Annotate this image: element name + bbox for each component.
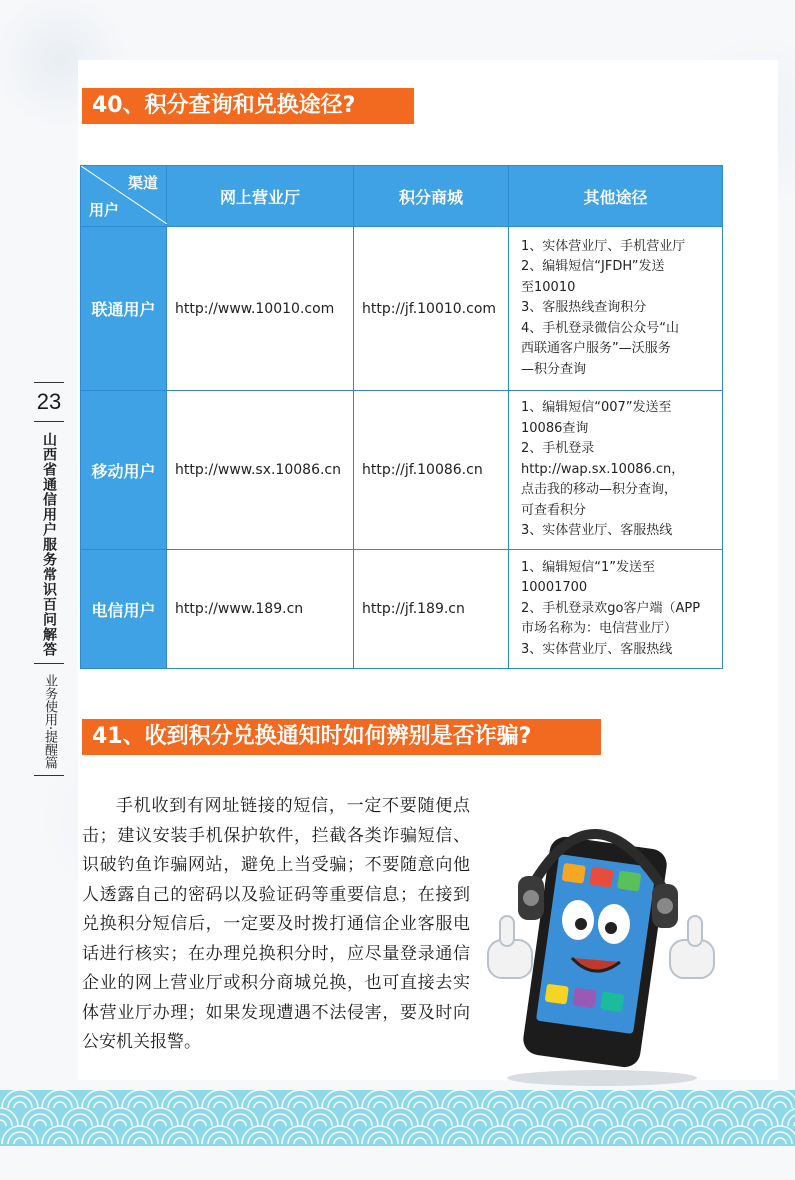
other-line: 3、实体营业厅、客服热线 xyxy=(521,641,673,657)
table-row-mobile xyxy=(81,391,723,550)
other-line: 市场名称为：电信营业厅） xyxy=(521,621,678,637)
other-line: 1、编辑短信“007”发送至 xyxy=(521,400,672,416)
online-url-cell: http://www.sx.10086.cn xyxy=(167,391,354,550)
other-line: —积分查询 xyxy=(521,361,587,377)
phone-mascot-illustration xyxy=(474,790,729,1090)
other-line: 4、手机登录微信公众号“山 xyxy=(521,320,680,336)
rail-divider xyxy=(34,663,64,664)
other-line: 2、编辑短信“JFDH”发送 xyxy=(521,259,665,275)
side-rail xyxy=(34,382,64,776)
table-corner-header xyxy=(81,166,167,227)
other-line: 10001700 xyxy=(521,580,588,596)
other-line: 2、手机登录 xyxy=(521,441,595,457)
other-line: 西联通客户服务”—沃服务 xyxy=(521,341,671,357)
corner-label-user: 用户 xyxy=(89,201,120,219)
table-header-row xyxy=(81,166,723,227)
row-header-user: 电信用户 xyxy=(81,550,167,669)
column-header-online: 网上营业厅 xyxy=(167,166,354,227)
other-line: 10086查询 xyxy=(521,420,589,436)
other-line: 3、实体营业厅、客服热线 xyxy=(521,523,673,539)
rail-divider xyxy=(34,421,64,422)
other-line: 点击我的移动—积分查询， xyxy=(521,482,678,498)
mall-url-cell: http://jf.189.cn xyxy=(354,550,509,669)
footer-wave-band xyxy=(0,1090,795,1146)
other-line: 1、编辑短信“1”发送至 xyxy=(521,559,656,575)
page-number: 23 xyxy=(36,389,62,414)
fraud-advice-paragraph: 手机收到有网址链接的短信，一定不要随便点击；建议安装手机保护软件，拦截各类诈骗短信、识破钓鱼诈骗网站，避免上当受骗；不要随意向他人透露自己的密码以及验证码等重要信息；在接到兑换积分短信后，一定要及时拨打通信企业客服电话进行核实；在办理兑换积分时，应尽量登录通信企业的网上营业厅或积分商城兑换，也可直接去实体营业厅办理；如果发现遭遇不法侵害，要及时向公安机关报警。 xyxy=(82,796,470,1052)
points-channels-table xyxy=(80,165,723,669)
other-channels-cell xyxy=(509,227,723,391)
mall-url-cell: http://jf.10086.cn xyxy=(354,391,509,550)
online-url-cell: http://www.10010.com xyxy=(167,227,354,391)
other-line: 2、手机登录欢go客户端（APP xyxy=(521,600,701,616)
other-channels-cell xyxy=(509,550,723,669)
table-row-telecom xyxy=(81,550,723,669)
mall-url-cell: http://jf.10010.com xyxy=(354,227,509,391)
row-header-user: 联通用户 xyxy=(81,227,167,391)
column-header-mall: 积分商城 xyxy=(354,166,509,227)
other-channels-cell xyxy=(509,391,723,550)
table-row-unicom xyxy=(81,227,723,391)
row-header-user: 移动用户 xyxy=(81,391,167,550)
other-line: http://wap.sx.10086.cn， xyxy=(521,461,685,477)
other-line: 至10010 xyxy=(521,279,576,295)
chapter-title-vertical: 业务使用·提醒篇 xyxy=(42,674,57,770)
other-line: 可查看积分 xyxy=(521,502,587,518)
section-heading-q41: 41、收到积分兑换通知时如何辨别是否诈骗? xyxy=(82,719,601,755)
rail-divider xyxy=(34,775,64,776)
section-heading-q40: 40、积分查询和兑换途径? xyxy=(82,88,414,124)
other-line: 3、客服热线查询积分 xyxy=(521,300,647,316)
book-title-vertical: 山西省通信用户服务常识百问解答 xyxy=(41,432,57,657)
rail-divider xyxy=(34,382,64,383)
column-header-other: 其他途径 xyxy=(509,166,723,227)
online-url-cell: http://www.189.cn xyxy=(167,550,354,669)
corner-label-channel: 渠道 xyxy=(127,174,158,192)
other-line: 1、实体营业厅、手机营业厅 xyxy=(521,238,686,254)
